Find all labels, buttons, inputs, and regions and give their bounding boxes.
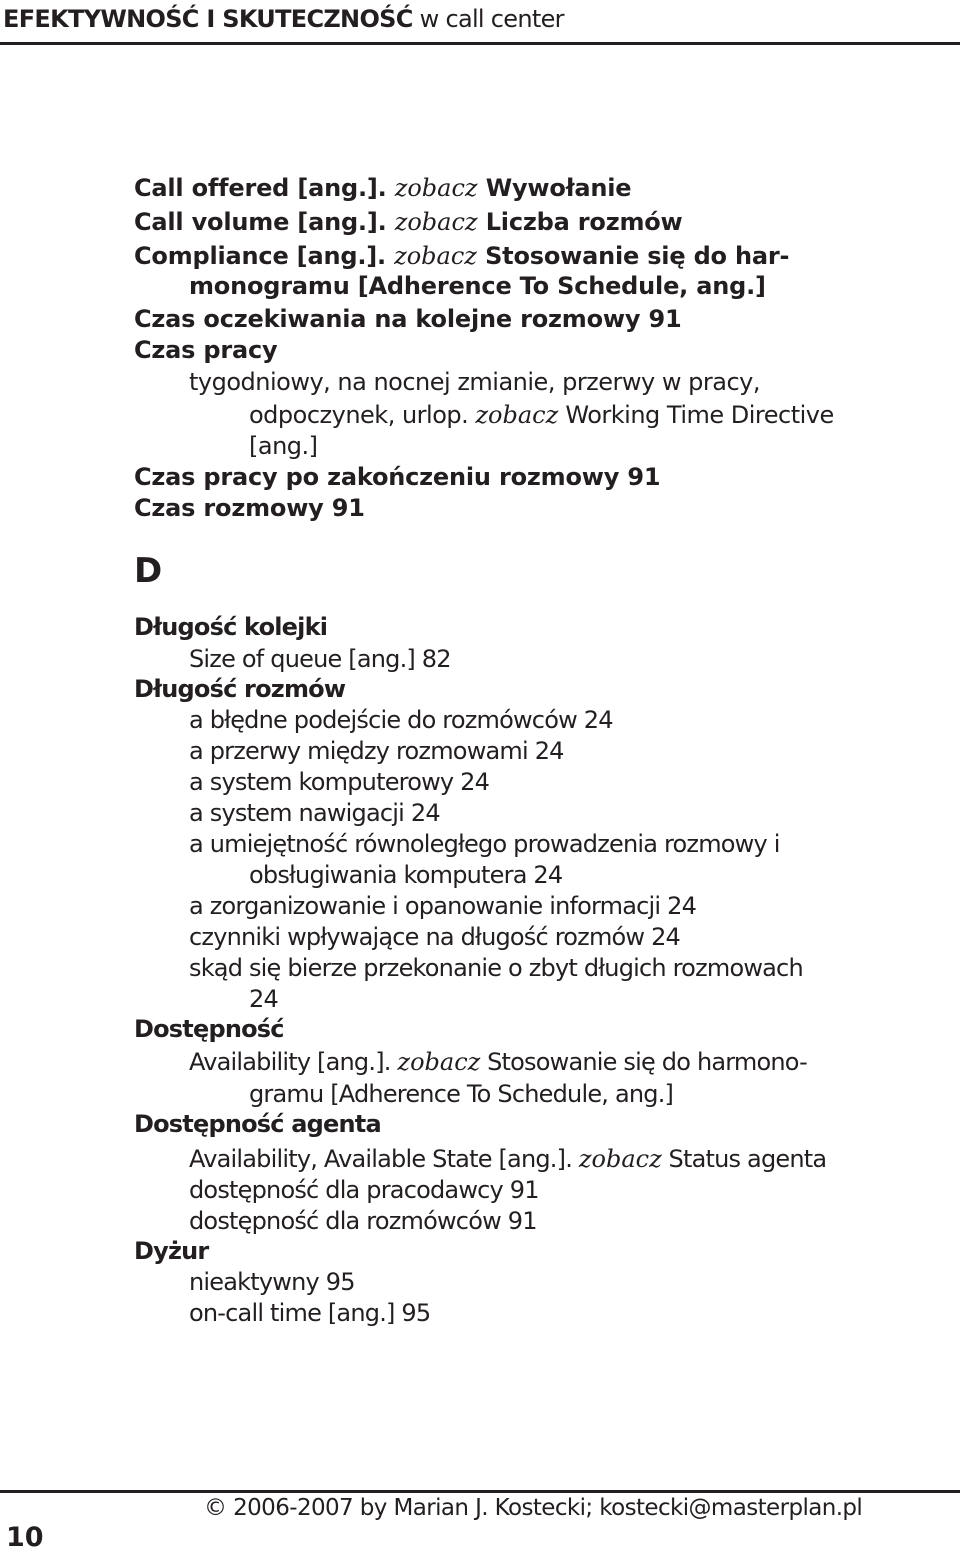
index-text: Czas pracy po zakończeniu rozmowy 91	[134, 463, 661, 491]
see-reference: zobacz	[394, 242, 477, 270]
index-text: skąd się bierze przekonanie o zbyt długich rozmowach	[189, 954, 803, 982]
index-text: nieaktywny 95	[189, 1268, 355, 1296]
index-line	[189, 954, 803, 982]
index-line	[134, 208, 683, 236]
index-line	[189, 1268, 355, 1296]
index-text: Dostępność	[134, 1015, 284, 1043]
index-text: dostępność dla rozmówców 91	[189, 1207, 537, 1235]
index-line	[189, 737, 564, 765]
index-text: a system nawigacji 24	[189, 799, 440, 827]
index-text: Dostępność agenta	[134, 1110, 381, 1138]
index-text: czynniki wpływające na długość rozmów 24	[189, 923, 681, 951]
index-line	[249, 861, 562, 889]
see-reference: zobacz	[394, 208, 478, 236]
index-text-cont: Liczba rozmów	[477, 208, 683, 236]
index-text: Czas oczekiwania na kolejne rozmowy 91	[134, 305, 682, 333]
index-text: Availability, Available State [ang.].	[189, 1145, 579, 1173]
running-title-bold: EFEKTYWNOŚĆ I SKUTECZNOŚĆ	[3, 5, 413, 33]
index-text: Call volume [ang.].	[134, 208, 395, 236]
index-line	[134, 1237, 208, 1265]
index-text-cont: Status agenta	[661, 1145, 827, 1173]
index-line	[134, 1015, 284, 1043]
index-line	[189, 1176, 539, 1204]
index-text: a system komputerowy 24	[189, 768, 490, 796]
index-line	[134, 613, 327, 641]
index-line	[134, 494, 365, 522]
index-text: gramu [Adherence To Schedule, ang.]	[249, 1080, 674, 1108]
index-line	[189, 272, 766, 300]
index-line	[249, 432, 318, 460]
index-line	[249, 401, 834, 429]
footer-rule	[0, 1490, 960, 1493]
index-text: [ang.]	[249, 432, 318, 460]
index-line	[189, 645, 451, 673]
index-line	[189, 768, 489, 796]
index-line	[249, 985, 278, 1013]
page-number: 10	[6, 1522, 44, 1553]
index-text: monogramu [Adherence To Schedule, ang.]	[189, 272, 766, 300]
index-line	[189, 1299, 430, 1327]
index-line	[189, 706, 613, 734]
index-text: on-call time [ang.] 95	[189, 1299, 431, 1327]
index-line	[189, 830, 780, 858]
index-text: a umiejętność równoległego prowadzenia rozmowy i	[189, 830, 780, 858]
see-reference: zobacz	[578, 1145, 662, 1173]
index-line	[189, 799, 440, 827]
index-line	[189, 1145, 826, 1173]
index-text: Availability [ang.].	[189, 1048, 398, 1076]
index-text: Dyżur	[134, 1237, 209, 1265]
index-text: a zorganizowanie i opanowanie informacji 24	[189, 892, 697, 920]
index-line	[134, 336, 278, 364]
index-line	[189, 1207, 537, 1235]
index-line	[134, 675, 345, 703]
index-text: a przerwy między rozmowami 24	[189, 737, 564, 765]
index-text: Czas pracy	[134, 336, 278, 364]
index-line	[189, 368, 760, 396]
index-text: a błędne podejście do rozmówców 24	[189, 706, 613, 734]
see-reference: zobacz	[475, 401, 559, 429]
index-text: obsługiwania komputera 24	[249, 861, 563, 889]
copyright-line: © 2006-2007 by Marian J. Kostecki; kostecki@masterplan.pl	[204, 1495, 863, 1521]
index-text: Compliance [ang.].	[134, 242, 395, 270]
running-title-rest: w call center	[412, 5, 564, 33]
index-text-cont: Stosowanie się do har-	[476, 242, 790, 270]
index-text: Długość kolejki	[134, 613, 328, 641]
index-line	[134, 242, 789, 270]
index-line	[134, 463, 660, 491]
index-line	[134, 1110, 381, 1138]
index-text: Size of queue [ang.] 82	[189, 645, 451, 673]
index-text-cont: Working Time Directive	[558, 401, 834, 429]
index-text-cont: Wywołanie	[477, 174, 632, 202]
index-text-cont: Stosowanie się do harmono-	[480, 1048, 807, 1076]
index-text: 24	[249, 985, 278, 1013]
index-text: odpoczynek, urlop.	[249, 401, 476, 429]
index-text: Call offered [ang.].	[134, 174, 395, 202]
index-text: tygodniowy, na nocnej zmianie, przerwy w pracy,	[189, 368, 760, 396]
index-line	[189, 923, 680, 951]
index-line	[189, 1048, 807, 1076]
index-line	[189, 892, 696, 920]
index-text: Długość rozmów	[134, 675, 346, 703]
index-text: dostępność dla pracodawcy 91	[189, 1176, 539, 1204]
index-line	[249, 1080, 673, 1108]
section-letter: D	[134, 551, 163, 591]
index-line	[134, 305, 681, 333]
index-text: Czas rozmowy 91	[134, 494, 365, 522]
see-reference: zobacz	[394, 174, 478, 202]
index-line	[134, 174, 631, 202]
see-reference: zobacz	[397, 1048, 481, 1076]
